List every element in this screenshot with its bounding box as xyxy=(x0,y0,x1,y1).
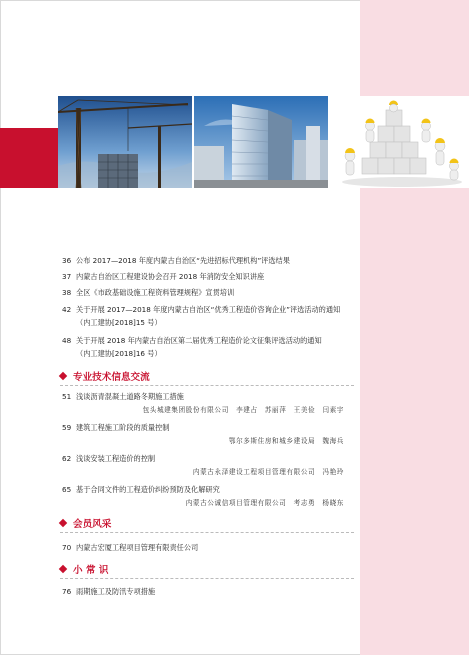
entry-title: 基于合同文件的工程造价纠纷预防及化解研究 xyxy=(76,485,220,494)
divider xyxy=(60,532,354,533)
toc-entry[interactable] xyxy=(62,485,220,494)
page-number: 76 xyxy=(62,587,72,596)
page-number: 36 xyxy=(62,256,72,265)
section-heading-members xyxy=(60,516,111,530)
page-number: 62 xyxy=(62,454,72,463)
city-skyscraper-photo xyxy=(194,96,328,188)
toc-entry[interactable] xyxy=(62,543,198,552)
entry-title: 建筑工程施工阶段的质量控制 xyxy=(76,423,170,432)
page-number: 37 xyxy=(62,272,72,281)
toc-entry[interactable] xyxy=(62,288,234,297)
page-number: 48 xyxy=(62,336,72,345)
section-heading-tips xyxy=(60,562,108,576)
entry-subtitle: （内工建协[2018]15 号） xyxy=(76,318,162,327)
construction-crane-photo xyxy=(58,96,192,188)
entry-title: 浅谈安装工程造价的控制 xyxy=(76,454,156,463)
entry-author: 鄂尔多斯住房和城乡建设局 魏海兵 xyxy=(228,437,344,445)
toc-entry[interactable] xyxy=(62,272,264,281)
toc-entry[interactable] xyxy=(62,392,184,401)
entry-title: 关于开展 2018 年内蒙古自治区第二届优秀工程造价论文征集评选活动的通知 xyxy=(76,336,322,345)
section-title: 专业技术信息交流 xyxy=(73,372,150,383)
toc-entry[interactable] xyxy=(62,454,155,463)
toc-entry[interactable] xyxy=(62,256,290,265)
entry-title: 全区《市政基础设施工程资料管理规程》宣贯培训 xyxy=(76,288,235,297)
page-number: 51 xyxy=(62,392,72,401)
toc-entry[interactable] xyxy=(62,587,155,596)
entry-title: 雨期施工及防汛专项措施 xyxy=(76,587,156,596)
worker-figures-puzzle-image xyxy=(330,96,469,188)
page-number: 70 xyxy=(62,543,72,552)
diamond-bullet-icon xyxy=(59,565,67,573)
section-title: 会员风采 xyxy=(73,519,112,530)
entry-title: 浅谈沥青混凝土道路冬期施工措施 xyxy=(76,392,184,401)
section-heading-tech xyxy=(60,369,150,383)
diamond-bullet-icon xyxy=(59,519,67,527)
entry-title: 内蒙古宏厦工程项目管理有限责任公司 xyxy=(76,543,199,552)
entry-author: 内蒙古永泽建设工程项目管理有限公司 冯艳玲 xyxy=(192,468,344,476)
page-number: 38 xyxy=(62,288,72,297)
section-title: 小 常 识 xyxy=(73,565,109,576)
entry-title: 内蒙古自治区工程建设协会召开 2018 年消防安全知识讲座 xyxy=(76,272,265,281)
toc-entry[interactable] xyxy=(62,305,340,314)
toc-entry[interactable] xyxy=(62,423,169,432)
entry-title: 公布 2017—2018 年度内蒙古自治区“先进招标代理机构”评选结果 xyxy=(76,256,290,265)
toc-entry[interactable] xyxy=(62,336,322,345)
entry-author: 内蒙古公诚信项目管理有限公司 考志勇 杨晓东 xyxy=(185,499,344,507)
page-number: 65 xyxy=(62,485,72,494)
divider xyxy=(60,578,354,579)
diamond-bullet-icon xyxy=(59,372,67,380)
entry-author: 包头城建集团股份有限公司 李建占 苏丽萍 王美俭 闫素宇 xyxy=(142,406,344,414)
page-number: 42 xyxy=(62,305,72,314)
red-accent-block xyxy=(0,128,58,188)
entry-subtitle: （内工建协[2018]16 号） xyxy=(76,349,162,358)
entry-title: 关于开展 2017—2018 年度内蒙古自治区“优秀工程造价咨询企业”评选活动的通知 xyxy=(76,305,341,314)
page-number: 59 xyxy=(62,423,72,432)
divider xyxy=(60,385,354,386)
